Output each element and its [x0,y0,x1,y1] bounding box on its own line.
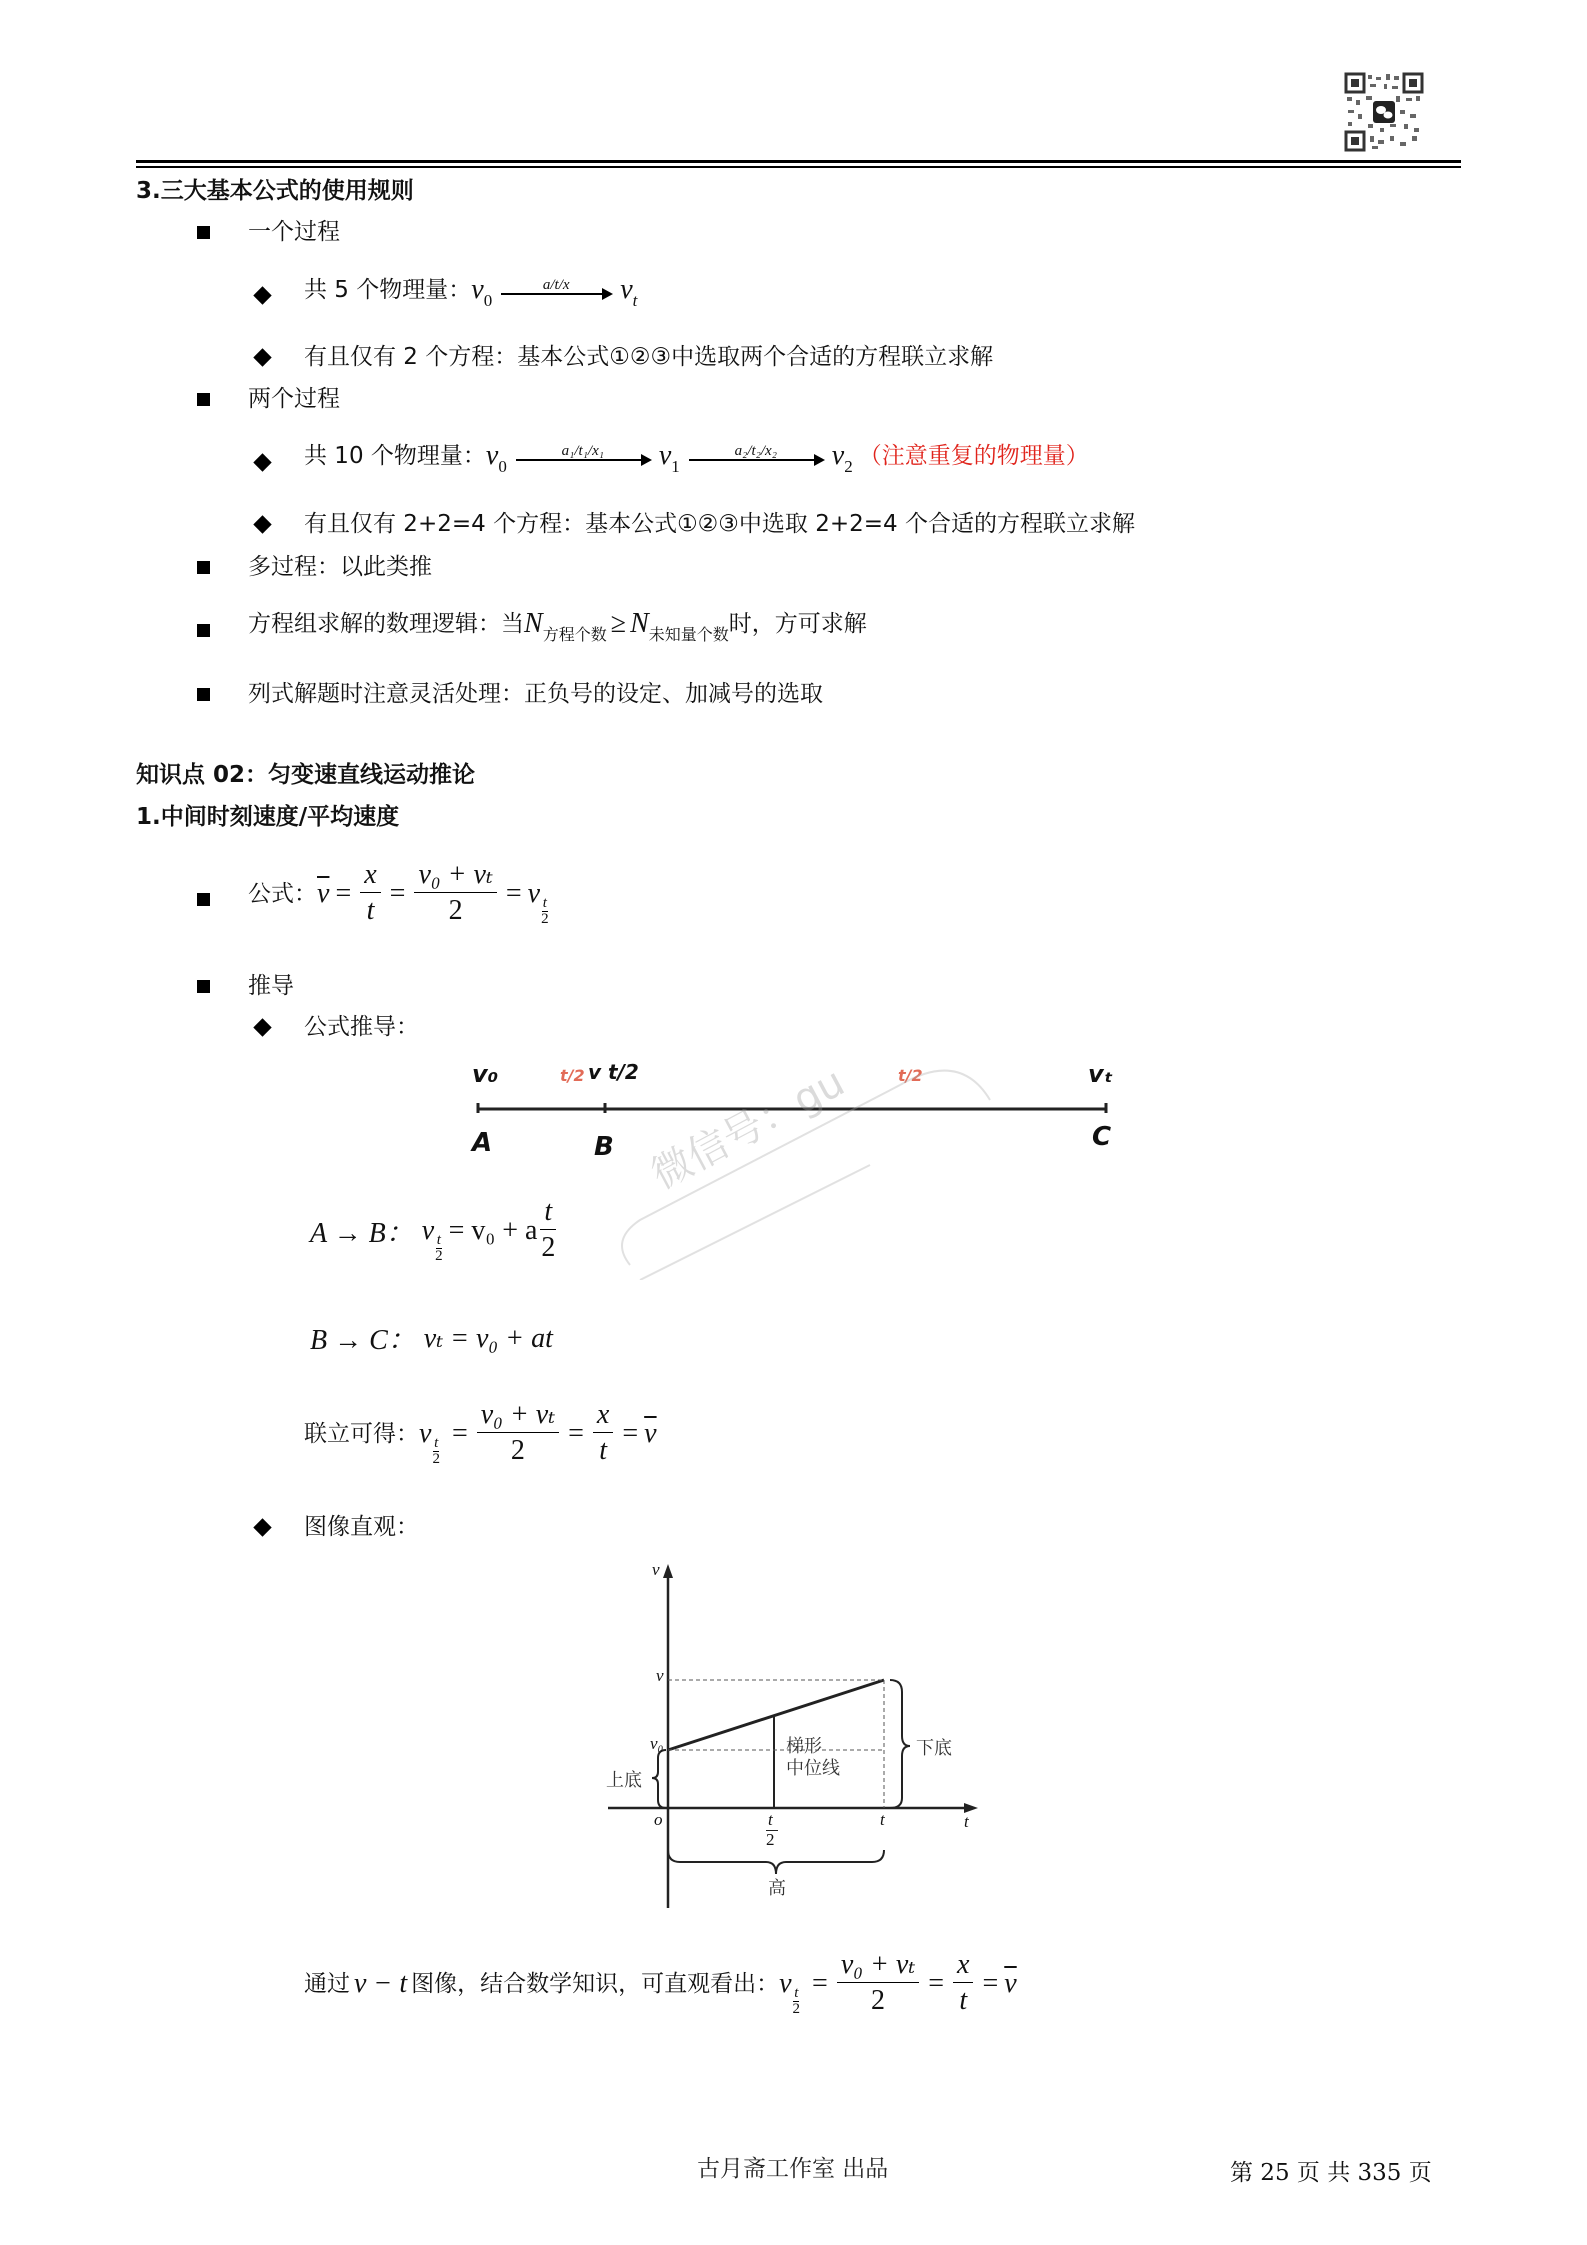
diamond-bullet [253,453,271,471]
sign-tip-text: 列式解题时注意灵活处理：正负号的设定、加减号的选取 [248,681,823,707]
square-bullet [197,393,210,406]
diamond-bullet [253,1018,271,1036]
square-bullet [197,688,210,701]
vt-graph: v v v₀ 梯形 中位线 下底 上底 o t 2 t t 高 [600,1560,1000,1920]
diamond-bullet [253,286,271,304]
square-bullet [197,561,210,574]
section-title: 3.三大基本公式的使用规则 [136,178,414,204]
multi-process-text: 多过程：以此类推 [248,554,432,580]
diamond-bullet [253,348,271,366]
diamond-bullet [253,515,271,533]
five-quantities-text: 共 5 个物理量： [304,277,472,303]
square-bullet [197,893,210,906]
label-v-half: v t/2 [588,1060,639,1084]
bullet-two-process: 两个过程 [248,386,340,412]
graph-intuition-label: 图像直观： [304,1514,419,1540]
footer-page-number: 第 25 页 共 335 页 [1230,2160,1432,2186]
knowledge-title: 知识点 02：匀变速直线运动推论 [136,762,476,788]
diamond-bullet [253,1518,271,1536]
subsection-title: 1.中间时刻速度/平均速度 [136,804,400,830]
four-equations-text: 有且仅有 2+2=4 个方程：基本公式①②③中选取 2+2=4 个合适的方程联立求解 [304,511,1135,537]
qr-code-icon [1344,72,1424,152]
square-bullet [197,226,210,239]
header-rule-thin [136,166,1461,168]
two-process-formula: $v_0$ a₁/t₁/x₁ $v_1$ a₂/t₂/x₂ $v_2$ [485,440,853,476]
average-velocity-formula: 公式： $\overline{v}$ = $\frac{x}{t}$ = $\frac{\text{v₀ + vₜ}}{2}$ = v t 2 [248,859,549,927]
point-b: B [594,1132,614,1162]
equation-combined: 联立可得： v $\frac{t}{2}$ = $\frac{\text{v₀ + vₜ}}{2}$ = $\frac{x}{t}$ = $\overline{v}$ [304,1399,657,1467]
qr-code [1344,72,1424,152]
footer-publisher: 古月斋工作室 出品 [697,2156,889,2182]
equation-a-to-b: A → B： v $\frac{t}{2}$ = v₀ + a $\frac{t}{2}$ [310,1196,556,1264]
derivation-label: 推导 [248,973,294,999]
conclusion-line: 通过 v − t 图像，结合数学知识，可直观看出： v $\frac{t}{2}$ = $\frac{\text{v₀ + vₜ}}{2}$ = $\frac{x}{t}$ = $\overline{v}$ [304,1949,1017,2017]
five-quantities-line [304,274,638,310]
formula-derivation-label: 公式推导： [304,1014,419,1040]
label-half-t-1: t/2 [560,1066,585,1085]
header-rule-thick [136,160,1461,163]
equation-b-to-c: B → C： vₜ = v₀ + at [310,1323,553,1356]
square-bullet [197,980,210,993]
point-c: C [1092,1122,1112,1152]
bullet-one-process: 一个过程 [248,219,340,245]
watermark: 微信号：gu [600,1040,1000,1280]
square-bullet [197,624,210,637]
label-v0: v₀ [472,1060,499,1088]
one-process-formula: $v_0$ a/t/x $v_t$ [471,274,638,310]
label-half-t-2: t/2 [898,1066,923,1085]
ten-quantities-text: 共 10 个物理量： [304,443,486,469]
repeat-quantity-note: （注意重复的物理量） [858,443,1089,469]
solve-logic-line: 方程组求解的数理逻辑：当 $N_{方程个数}$ ≥ $N_{未知量个数}$ 时，方可求解 [248,608,867,644]
two-equations-text: 有且仅有 2 个方程：基本公式①②③中选取两个合适的方程联立求解 [304,344,994,370]
label-vt: vₜ [1088,1060,1113,1088]
point-a: A [472,1128,493,1158]
ten-quantities-line [304,440,1089,476]
